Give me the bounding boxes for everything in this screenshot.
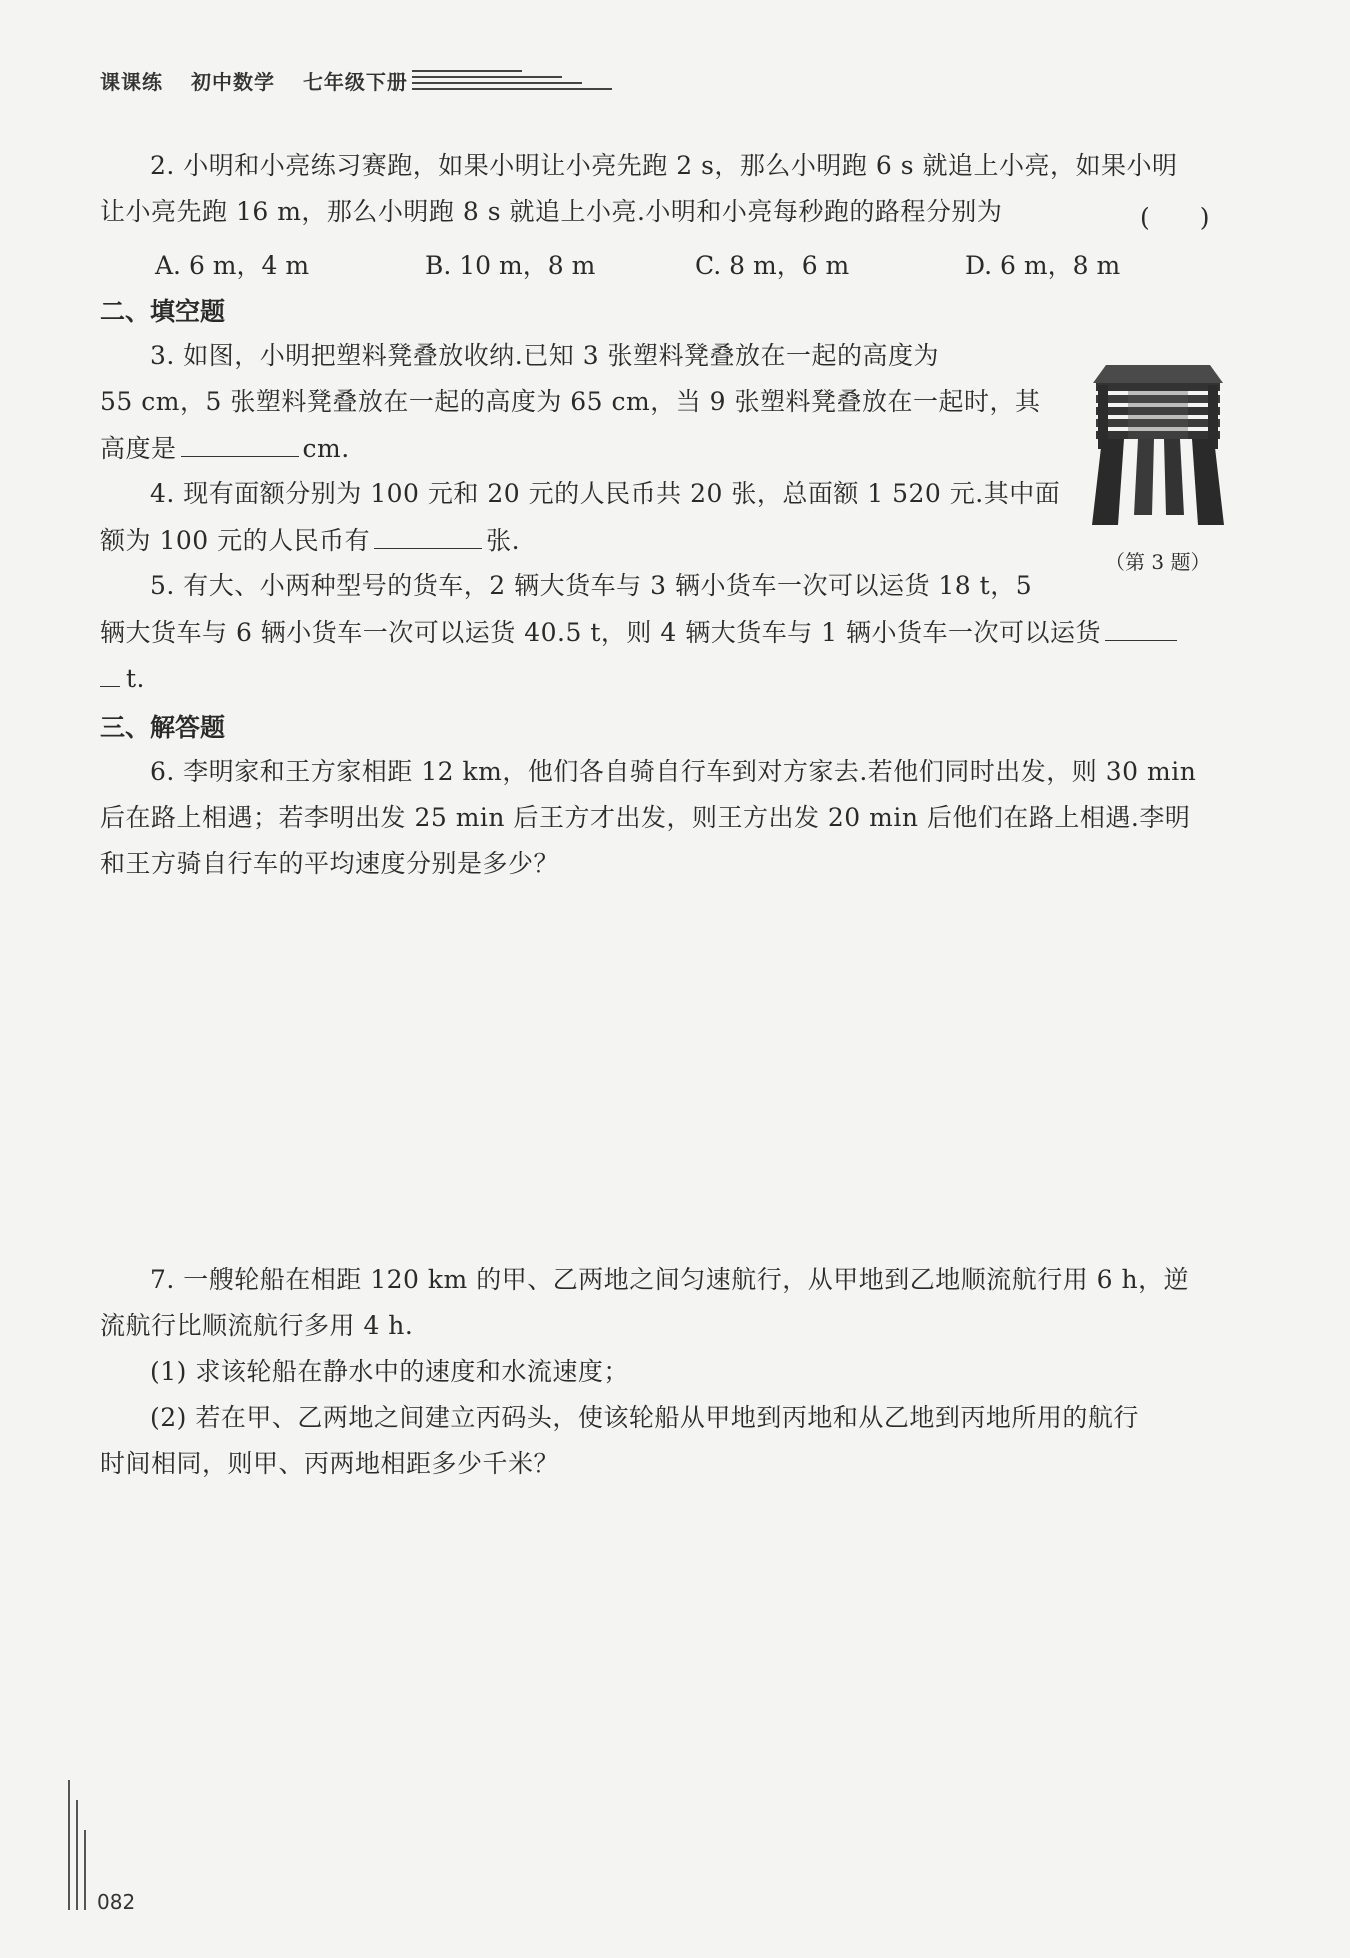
- q5-answer-blank-part2[interactable]: [100, 658, 120, 687]
- q2-option-a: A. 6 m，4 m: [155, 251, 310, 280]
- q4-line2: [100, 520, 520, 561]
- q5-line1: 5. 有大、小两种型号的货车，2 辆大货车与 3 辆小货车一次可以运货 18 t，5: [150, 571, 1033, 600]
- figure-caption: （第 3 题）: [1105, 550, 1211, 574]
- q3-line1: 3. 如图，小明把塑料凳叠放收纳.已知 3 张塑料凳叠放在一起的高度为: [150, 341, 940, 370]
- section-fill-in: 二、填空题: [100, 297, 226, 326]
- header-series: 课课练: [100, 70, 163, 94]
- q7-sub2-line2: 时间相同，则甲、丙两地相距多少千米？: [100, 1449, 560, 1478]
- q7-line2: 流航行比顺流航行多用 4 h.: [100, 1311, 414, 1340]
- q3-line3-post: cm.: [302, 434, 350, 463]
- q2-line1: 2. 小明和小亮练习赛跑，如果小明让小亮先跑 2 s，那么小明跑 6 s 就追上小亮，如果小明: [150, 151, 1178, 180]
- page-number: 082: [97, 1890, 136, 1914]
- q3-answer-blank[interactable]: [181, 428, 299, 457]
- header-subject: 初中数学: [190, 70, 275, 94]
- q2-answer-paren: ( ): [1140, 203, 1210, 232]
- header-grade: 七年级下册: [302, 70, 408, 94]
- q7-sub1: (1) 求该轮船在静水中的速度和水流速度；: [150, 1357, 629, 1386]
- q3-line2: 55 cm，5 张塑料凳叠放在一起的高度为 65 cm，当 9 张塑料凳叠放在一起时，其: [100, 387, 1041, 416]
- q4-answer-blank[interactable]: [374, 520, 482, 549]
- q6-line1: 6. 李明家和王方家相距 12 km，他们各自骑自行车到对方家去.若他们同时出发，则 30 min: [150, 757, 1197, 786]
- q4-line1: 4. 现有面额分别为 100 元和 20 元的人民币共 20 张，总面额 1 520 元.其中面: [150, 479, 1061, 508]
- q3-line3-pre: 高度是: [100, 434, 177, 463]
- running-header: [100, 66, 428, 95]
- q6-line3: 和王方骑自行车的平均速度分别是多少？: [100, 849, 560, 878]
- q5-line2: [100, 612, 1177, 653]
- header-rule: [412, 68, 612, 92]
- q2-option-d: D. 6 m，8 m: [965, 251, 1121, 280]
- q7-sub2-line1: (2) 若在甲、乙两地之间建立丙码头，使该轮船从甲地到丙地和从乙地到丙地所用的航行: [150, 1403, 1139, 1432]
- q2-option-b: B. 10 m，8 m: [425, 251, 596, 280]
- q3-line3: [100, 428, 350, 469]
- q6-line2: 后在路上相遇；若李明出发 25 min 后王方才出发，则王方出发 20 min 后他们在路上相遇.李明: [100, 803, 1191, 832]
- q5-line2-text: 辆大货车与 6 辆小货车一次可以运货 40.5 t，则 4 辆大货车与 1 辆小货车一次可以运货: [100, 618, 1102, 647]
- stacked-stools-image: [1088, 355, 1228, 530]
- q5-line3: [100, 658, 145, 699]
- q5-line3-post: t.: [126, 664, 145, 693]
- q5-answer-blank-part1[interactable]: [1105, 612, 1177, 641]
- q7-line1: 7. 一艘轮船在相距 120 km 的甲、乙两地之间匀速航行，从甲地到乙地顺流航行用 6 h，逆: [150, 1265, 1190, 1294]
- q2-option-c: C. 8 m，6 m: [695, 251, 850, 280]
- q2-line2: 让小亮先跑 16 m，那么小明跑 8 s 就追上小亮.小明和小亮每秒跑的路程分别为: [100, 197, 1003, 226]
- q4-line2-post: 张.: [486, 526, 521, 555]
- q4-line2-pre: 额为 100 元的人民币有: [100, 526, 371, 555]
- section-solve: 三、解答题: [100, 713, 226, 742]
